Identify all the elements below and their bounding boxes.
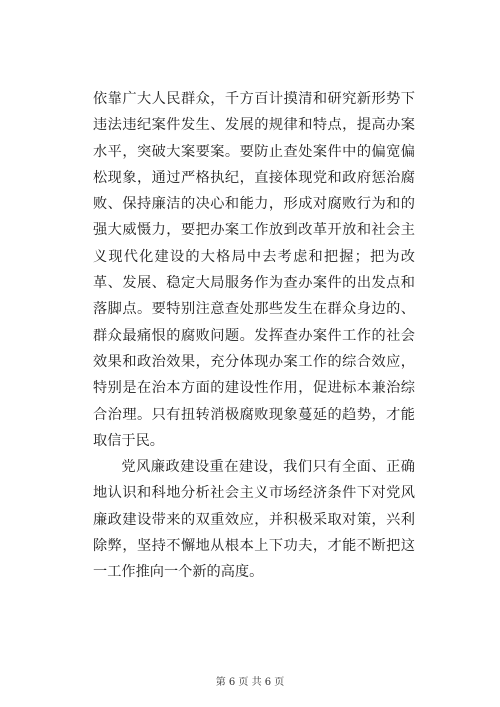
- document-body: [93, 86, 415, 586]
- page-footer: 第 6 页 共 6 页: [215, 677, 285, 688]
- paragraph-1: 依靠广大人民群众，千方百计摸清和研究新形势下违法违纪案件发生、发展的规律和特点，提高办案水平，突破大案要案。要防止查处案件中的偏宽偏松现象，通过严格执纪，直接体现党和政府惩治腐败、保持廉洁的决心和能力，形成对腐败行为和的强大威慑力，要把办案工作放到改革开放和社会主义现代化建设的大格局中去考虑和把握；把为改革、发展、稳定大局服务作为查办案件的出发点和落脚点。要特别注意查处那些发生在群众身边的、群众最痛恨的腐败问题。发挥查办案件工作的社会效果和政治效果，充分体现办案工作的综合效应，特别是在治本方面的建设性作用，促进标本兼治综合治理。只有扭转消极腐败现象蔓延的趋势，才能取信于民。: [93, 91, 415, 449]
- paragraph-2: 党风廉政建设重在建设，我们只有全面、正确地认识和科地分析社会主义市场经济条件下对党风廉政建设带来的双重效应，并积极采取对策，兴利除弊，坚持不懈地从根本上下功夫，才能不断把这一工作推向一个新的高度。: [93, 459, 415, 581]
